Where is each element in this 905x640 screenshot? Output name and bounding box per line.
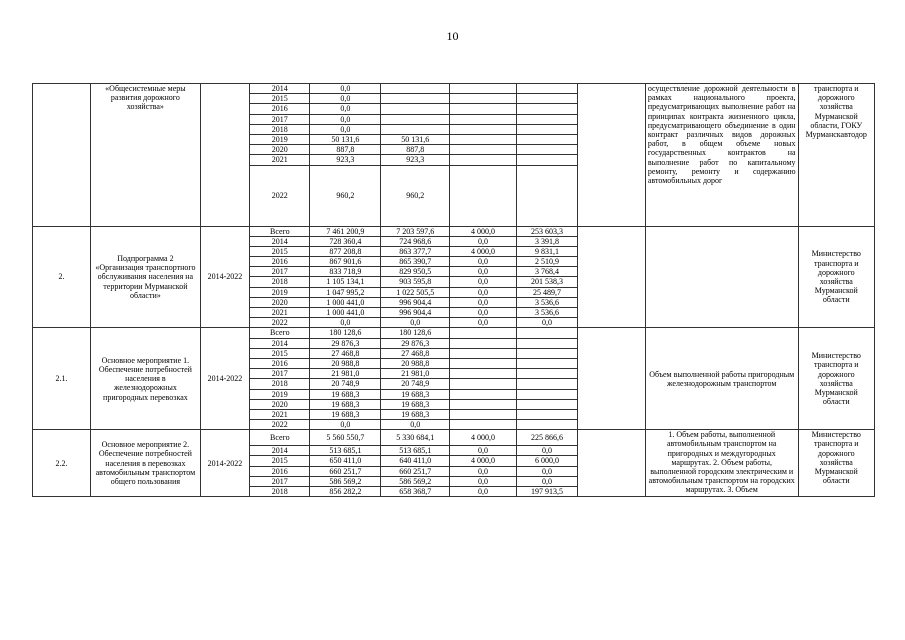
item-name: «Общесистемные меры развития дорожного хозяйства» — [91, 84, 201, 227]
year-cell: 2018 — [250, 124, 310, 134]
total-cell: 50 131,6 — [310, 134, 381, 144]
regional-budget-cell — [381, 124, 450, 134]
regional-budget-cell: 5 330 684,1 — [381, 430, 450, 446]
federal-budget-cell — [450, 348, 517, 358]
federal-budget-cell: 0,0 — [450, 287, 517, 297]
other-sources-cell — [516, 379, 577, 389]
federal-budget-cell: 4 000,0 — [450, 430, 517, 446]
other-sources-cell: 3 391,8 — [516, 236, 577, 246]
federal-budget-cell — [450, 104, 517, 114]
empty-cell — [578, 226, 646, 328]
total-cell: 887,8 — [310, 145, 381, 155]
year-cell: 2015 — [250, 94, 310, 104]
total-cell: 0,0 — [310, 420, 381, 430]
regional-budget-cell — [381, 94, 450, 104]
federal-budget-cell — [450, 124, 517, 134]
other-sources-cell — [516, 358, 577, 368]
federal-budget-cell — [450, 155, 517, 165]
total-cell: 923,3 — [310, 155, 381, 165]
federal-budget-cell — [450, 399, 517, 409]
regional-budget-cell: 29 876,3 — [381, 338, 450, 348]
regional-budget-cell: 50 131,6 — [381, 134, 450, 144]
item-period: 2014-2022 — [200, 328, 249, 430]
year-cell: Всего — [250, 328, 310, 338]
year-cell: 2015 — [250, 246, 310, 256]
year-cell: 2016 — [250, 104, 310, 114]
other-sources-cell — [516, 409, 577, 419]
year-cell: 2014 — [250, 338, 310, 348]
other-sources-cell — [516, 389, 577, 399]
total-cell: 0,0 — [310, 318, 381, 328]
other-sources-cell: 3 536,6 — [516, 297, 577, 307]
regional-budget-cell: 0,0 — [381, 420, 450, 430]
total-cell: 0,0 — [310, 84, 381, 94]
regional-budget-cell: 923,3 — [381, 155, 450, 165]
regional-budget-cell: 1 022 505,5 — [381, 287, 450, 297]
other-sources-cell — [516, 328, 577, 338]
total-cell: 20 988,8 — [310, 358, 381, 368]
federal-budget-cell: 4 000,0 — [450, 456, 517, 466]
indicator-description — [645, 226, 798, 328]
other-sources-cell: 201 538,3 — [516, 277, 577, 287]
other-sources-cell — [516, 399, 577, 409]
other-sources-cell: 253 603,3 — [516, 226, 577, 236]
federal-budget-cell: 0,0 — [450, 236, 517, 246]
other-sources-cell: 6 000,0 — [516, 456, 577, 466]
other-sources-cell — [516, 124, 577, 134]
federal-budget-cell: 0,0 — [450, 466, 517, 476]
federal-budget-cell: 4 000,0 — [450, 226, 517, 236]
regional-budget-cell: 640 411,0 — [381, 456, 450, 466]
other-sources-cell — [516, 134, 577, 144]
total-cell: 0,0 — [310, 104, 381, 114]
item-name: Подпрограмма 2 «Организация транспортного обслуживания населения на территории Мурманской области» — [91, 226, 201, 328]
other-sources-cell: 9 831,1 — [516, 246, 577, 256]
year-cell: 2014 — [250, 446, 310, 456]
regional-budget-cell: 19 688,3 — [381, 409, 450, 419]
other-sources-cell — [516, 165, 577, 226]
federal-budget-cell: 0,0 — [450, 277, 517, 287]
federal-budget-cell — [450, 358, 517, 368]
other-sources-cell — [516, 155, 577, 165]
federal-budget-cell: 0,0 — [450, 487, 517, 497]
federal-budget-cell — [450, 94, 517, 104]
regional-budget-cell: 513 685,1 — [381, 446, 450, 456]
federal-budget-cell — [450, 420, 517, 430]
regional-budget-cell: 7 203 597,6 — [381, 226, 450, 236]
total-cell: 867 901,6 — [310, 257, 381, 267]
regional-budget-cell: 996 904,4 — [381, 297, 450, 307]
table-row — [33, 430, 875, 446]
item-period: 2014-2022 — [200, 226, 249, 328]
other-sources-cell — [516, 145, 577, 155]
other-sources-cell — [516, 348, 577, 358]
year-cell: 2020 — [250, 297, 310, 307]
total-cell: 1 047 995,2 — [310, 287, 381, 297]
year-cell: 2014 — [250, 236, 310, 246]
year-cell: 2021 — [250, 308, 310, 318]
total-cell: 5 560 550,7 — [310, 430, 381, 446]
federal-budget-cell: 0,0 — [450, 257, 517, 267]
total-cell: 20 748,9 — [310, 379, 381, 389]
empty-cell — [578, 84, 646, 227]
year-cell: Всего — [250, 226, 310, 236]
year-cell: 2019 — [250, 389, 310, 399]
table-row — [33, 226, 875, 236]
total-cell: 180 128,6 — [310, 328, 381, 338]
year-cell: 2019 — [250, 287, 310, 297]
total-cell: 0,0 — [310, 114, 381, 124]
regional-budget-cell: 21 981,0 — [381, 369, 450, 379]
regional-budget-cell: 20 988,8 — [381, 358, 450, 368]
other-sources-cell: 0,0 — [516, 318, 577, 328]
year-cell: 2021 — [250, 409, 310, 419]
total-cell: 877 208,8 — [310, 246, 381, 256]
regional-budget-cell: 960,2 — [381, 165, 450, 226]
total-cell: 0,0 — [310, 124, 381, 134]
federal-budget-cell — [450, 134, 517, 144]
other-sources-cell: 2 510,9 — [516, 257, 577, 267]
total-cell: 1 105 134,1 — [310, 277, 381, 287]
year-cell: 2022 — [250, 318, 310, 328]
total-cell: 660 251,7 — [310, 466, 381, 476]
regional-budget-cell — [381, 114, 450, 124]
regional-budget-cell: 658 368,7 — [381, 487, 450, 497]
program-table — [32, 83, 875, 497]
total-cell: 21 981,0 — [310, 369, 381, 379]
year-cell: 2016 — [250, 466, 310, 476]
federal-budget-cell: 0,0 — [450, 297, 517, 307]
year-cell: 2016 — [250, 358, 310, 368]
item-name: Основное мероприятие 2. Обеспечение потребностей населения в перевозках автомобильным транспортом общего пользования — [91, 430, 201, 497]
regional-budget-cell: 586 569,2 — [381, 476, 450, 486]
other-sources-cell — [516, 104, 577, 114]
year-cell: 2016 — [250, 257, 310, 267]
table-row — [33, 328, 875, 338]
federal-budget-cell — [450, 114, 517, 124]
item-period: 2014-2022 — [200, 430, 249, 497]
total-cell: 19 688,3 — [310, 409, 381, 419]
regional-budget-cell: 903 595,8 — [381, 277, 450, 287]
federal-budget-cell: 0,0 — [450, 446, 517, 456]
year-cell: 2018 — [250, 487, 310, 497]
other-sources-cell — [516, 94, 577, 104]
federal-budget-cell — [450, 165, 517, 226]
year-cell: 2020 — [250, 145, 310, 155]
federal-budget-cell — [450, 389, 517, 399]
total-cell: 0,0 — [310, 94, 381, 104]
year-cell: 2018 — [250, 277, 310, 287]
regional-budget-cell: 863 377,7 — [381, 246, 450, 256]
regional-budget-cell — [381, 104, 450, 114]
regional-budget-cell: 865 390,7 — [381, 257, 450, 267]
regional-budget-cell: 996 904,4 — [381, 308, 450, 318]
other-sources-cell: 3 768,4 — [516, 267, 577, 277]
federal-budget-cell: 4 000,0 — [450, 246, 517, 256]
indicator-description: Объем выполненной работы пригородным железнодорожным транспортом — [645, 328, 798, 430]
year-cell: 2022 — [250, 165, 310, 226]
total-cell: 650 411,0 — [310, 456, 381, 466]
year-cell: 2015 — [250, 456, 310, 466]
other-sources-cell: 0,0 — [516, 476, 577, 486]
total-cell: 7 461 200,9 — [310, 226, 381, 236]
year-cell: 2017 — [250, 476, 310, 486]
year-cell: 2017 — [250, 267, 310, 277]
total-cell: 586 569,2 — [310, 476, 381, 486]
total-cell: 29 876,3 — [310, 338, 381, 348]
responsible-executor: Министерство транспорта и дорожного хозяйства Мурманской области — [798, 328, 874, 430]
regional-budget-cell: 0,0 — [381, 318, 450, 328]
other-sources-cell — [516, 369, 577, 379]
year-cell: 2019 — [250, 134, 310, 144]
other-sources-cell: 197 913,5 — [516, 487, 577, 497]
total-cell: 960,2 — [310, 165, 381, 226]
other-sources-cell — [516, 420, 577, 430]
other-sources-cell — [516, 114, 577, 124]
item-period — [200, 84, 249, 227]
total-cell: 19 688,3 — [310, 389, 381, 399]
total-cell: 728 360,4 — [310, 236, 381, 246]
federal-budget-cell: 0,0 — [450, 308, 517, 318]
regional-budget-cell: 180 128,6 — [381, 328, 450, 338]
year-cell: 2020 — [250, 399, 310, 409]
item-number: 2. — [33, 226, 91, 328]
federal-budget-cell: 0,0 — [450, 318, 517, 328]
responsible-executor: транспорта и дорожного хозяйства Мурманской области, ГОКУ Мурманскавтодор — [798, 84, 874, 227]
other-sources-cell: 0,0 — [516, 466, 577, 476]
year-cell: 2018 — [250, 379, 310, 389]
federal-budget-cell — [450, 379, 517, 389]
item-number — [33, 84, 91, 227]
federal-budget-cell — [450, 338, 517, 348]
year-cell: 2017 — [250, 114, 310, 124]
regional-budget-cell: 27 468,8 — [381, 348, 450, 358]
federal-budget-cell — [450, 369, 517, 379]
page-number: 10 — [446, 29, 459, 43]
total-cell: 833 718,9 — [310, 267, 381, 277]
total-cell: 1 000 441,0 — [310, 297, 381, 307]
year-cell: 2022 — [250, 420, 310, 430]
responsible-executor: Министерство транспорта и дорожного хозяйства Мурманской области — [798, 226, 874, 328]
year-cell: Всего — [250, 430, 310, 446]
indicator-description: 1. Объем работы, выполненной автомобильным транспортом на пригородных и междугородных маршрутах. 2. Объем работы, выполненной городским электрическим и автомобильным транспортом на городских маршрутах. 3. Объем — [645, 430, 798, 497]
other-sources-cell: 3 536,6 — [516, 308, 577, 318]
regional-budget-cell: 724 968,6 — [381, 236, 450, 246]
other-sources-cell: 225 866,6 — [516, 430, 577, 446]
federal-budget-cell — [450, 84, 517, 94]
total-cell: 27 468,8 — [310, 348, 381, 358]
table-row — [33, 84, 875, 94]
regional-budget-cell: 660 251,7 — [381, 466, 450, 476]
total-cell: 1 000 441,0 — [310, 308, 381, 318]
other-sources-cell: 0,0 — [516, 446, 577, 456]
regional-budget-cell: 887,8 — [381, 145, 450, 155]
item-name: Основное мероприятие 1. Обеспечение потребностей населения в железнодорожных пригородных перевозках — [91, 328, 201, 430]
year-cell: 2014 — [250, 84, 310, 94]
empty-cell — [578, 430, 646, 497]
total-cell: 856 282,2 — [310, 487, 381, 497]
other-sources-cell — [516, 84, 577, 94]
federal-budget-cell: 0,0 — [450, 267, 517, 277]
year-cell: 2015 — [250, 348, 310, 358]
year-cell: 2017 — [250, 369, 310, 379]
empty-cell — [578, 328, 646, 430]
responsible-executor: Министерство транспорта и дорожного хозяйства Мурманской области — [798, 430, 874, 497]
federal-budget-cell — [450, 328, 517, 338]
indicator-description: осуществление дорожной деятельности в рамках национального проекта, предусматривающих выполнение работ на принципах контракта жизненного цикла, предусматривающего объединение в один контракт различных видов дорожных работ, в общем объеме новых государственных контрактов на выполнение работ по капитальному ремонту, ремонту и содержанию автомобильных дорог — [645, 84, 798, 227]
item-number: 2.1. — [33, 328, 91, 430]
total-cell: 513 685,1 — [310, 446, 381, 456]
year-cell: 2021 — [250, 155, 310, 165]
regional-budget-cell: 20 748,9 — [381, 379, 450, 389]
total-cell: 19 688,3 — [310, 399, 381, 409]
item-number: 2.2. — [33, 430, 91, 497]
regional-budget-cell: 19 688,3 — [381, 399, 450, 409]
regional-budget-cell: 19 688,3 — [381, 389, 450, 399]
regional-budget-cell — [381, 84, 450, 94]
other-sources-cell — [516, 338, 577, 348]
federal-budget-cell — [450, 409, 517, 419]
federal-budget-cell: 0,0 — [450, 476, 517, 486]
federal-budget-cell — [450, 145, 517, 155]
regional-budget-cell: 829 950,5 — [381, 267, 450, 277]
other-sources-cell: 25 489,7 — [516, 287, 577, 297]
